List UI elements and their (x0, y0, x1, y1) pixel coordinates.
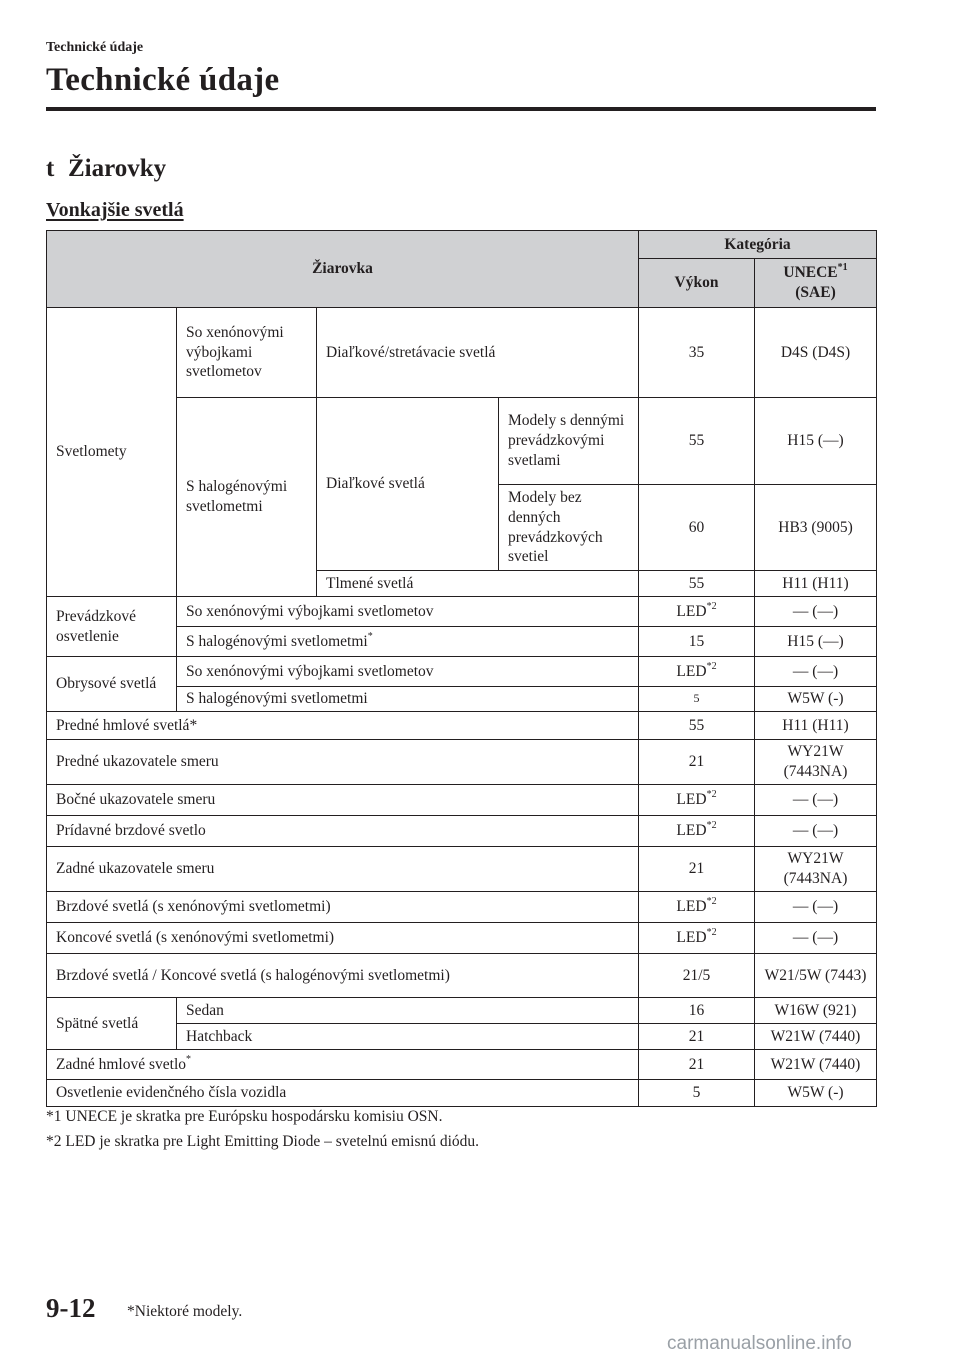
headlights-nodrl-power: 60 (639, 485, 755, 571)
reverse-sedan: Sedan (177, 998, 639, 1024)
headlights-low-power: 55 (639, 571, 755, 597)
headlights-halogen-label: S halogénovými svetlometmi (177, 398, 317, 597)
reverse-sedan-unece: W16W (921) (755, 998, 877, 1024)
rear-fog-unece: W21W (7440) (755, 1050, 877, 1080)
position-label: Obrysové svetlá (47, 657, 177, 712)
row-unece: — (—) (755, 892, 877, 923)
plate-unece: W5W (-) (755, 1080, 877, 1107)
row-power: LED$^{*2}$ (639, 785, 755, 816)
reverse-hatch-power: 21 (639, 1024, 755, 1050)
subsection-heading: Vonkajšie svetlá (46, 199, 184, 221)
row-label: Brzdové svetlá (s xenónovými svetlometmi) (47, 892, 639, 923)
headlights-nodrl-model: Modely bez denných prevádzkových svetiel (499, 485, 639, 571)
drl-halogen-unece: H15 (—) (755, 627, 877, 657)
row-unece: — (—) (755, 923, 877, 954)
headlights-drl-unece: H15 (—) (755, 398, 877, 485)
headlights-halogen-high: Diaľkové svetlá (317, 398, 499, 571)
headlights-xenon-unece: D4S (D4S) (755, 308, 877, 398)
plate-label: Osvetlenie evidenčného čísla vozidla (47, 1080, 639, 1107)
plate-power: 5 (639, 1080, 755, 1107)
headlights-xenon-power: 35 (639, 308, 755, 398)
bulb-table (46, 230, 877, 1107)
headlights-drl-power: 55 (639, 398, 755, 485)
headlights-xenon-type: Diaľkové/stretávacie svetlá (317, 308, 639, 398)
section-heading (46, 155, 166, 183)
row-label: Zadné ukazovatele smeru (47, 847, 639, 892)
headlights-xenon-label: So xenónovými výbojkami svetlometov (177, 308, 317, 398)
row-label: Bočné ukazovatele smeru (47, 785, 639, 816)
rear-fog-power: 21 (639, 1050, 755, 1080)
section-marker: t (46, 155, 55, 182)
row-power: 55 (639, 712, 755, 740)
position-halogen-power: 5 (639, 687, 755, 712)
position-xenon-power: LED$^{*2}$ (639, 657, 755, 687)
row-power: 21 (639, 740, 755, 785)
header-power: Výkon (639, 259, 755, 308)
reverse-hatchback: Hatchback (177, 1024, 639, 1050)
drl-label: Prevádzkové osvetlenie (47, 597, 177, 657)
footnote-led: *2 LED je skratka pre Light Emitting Diode – svetelnú emisnú diódu. (46, 1133, 480, 1150)
row-label: Brzdové svetlá / Koncové svetlá (s halogénovými svetlometmi) (47, 954, 639, 998)
row-power: 21/5 (639, 954, 755, 998)
header-bulb: Žiarovka (47, 231, 639, 308)
position-halogen-unece: W5W (-) (755, 687, 877, 712)
row-unece: WY21W (7443NA) (755, 740, 877, 785)
row-power: LED$^{*2}$ (639, 816, 755, 847)
title-divider (46, 107, 876, 111)
footnote-models: *Niektoré modely. (127, 1303, 243, 1320)
drl-xenon-label: So xenónovými výbojkami svetlometov (177, 597, 639, 627)
breadcrumb: Technické údaje (46, 40, 144, 55)
headlights-drl-model: Modely s dennými prevádzkovými svetlami (499, 398, 639, 485)
reverse-sedan-power: 16 (639, 998, 755, 1024)
row-unece: — (—) (755, 816, 877, 847)
headlights-nodrl-unece: HB3 (9005) (755, 485, 877, 571)
headlights-low: Tlmené svetlá (317, 571, 639, 597)
rear-fog-label: Zadné hmlové svetlo* (47, 1050, 639, 1080)
drl-xenon-unece: — (—) (755, 597, 877, 627)
row-power: 21 (639, 847, 755, 892)
row-unece: W21/5W (7443) (755, 954, 877, 998)
row-unece: — (—) (755, 785, 877, 816)
headlights-low-unece: H11 (H11) (755, 571, 877, 597)
position-halogen-label: S halogénovými svetlometmi (177, 687, 639, 712)
footnote-unece: *1 UNECE je skratka pre Európsku hospodársku komisiu OSN. (46, 1108, 443, 1125)
watermark: carmanualsonline.info (667, 1333, 852, 1354)
header-category: Kategória (639, 231, 877, 259)
row-label: Prídavné brzdové svetlo (47, 816, 639, 847)
row-power: LED$^{*2}$ (639, 923, 755, 954)
reverse-label: Spätné svetlá (47, 998, 177, 1050)
position-xenon-unece: — (—) (755, 657, 877, 687)
drl-halogen-label: S halogénovými svetlometmi* (177, 627, 639, 657)
row-label: Predné ukazovatele smeru (47, 740, 639, 785)
section-title: Žiarovky (68, 155, 167, 182)
header-unece: UNECE$^{*1}$ (SAE) (755, 259, 877, 308)
reverse-hatch-unece: W21W (7440) (755, 1024, 877, 1050)
row-unece: H11 (H11) (755, 712, 877, 740)
row-power: LED$^{*2}$ (639, 892, 755, 923)
drl-xenon-power: LED$^{*2}$ (639, 597, 755, 627)
row-label: Koncové svetlá (s xenónovými svetlometmi) (47, 923, 639, 954)
row-label: Predné hmlové svetlá* (47, 712, 639, 740)
row-unece: WY21W (7443NA) (755, 847, 877, 892)
page-number: 9-12 (46, 1293, 96, 1323)
drl-halogen-power: 15 (639, 627, 755, 657)
position-xenon-label: So xenónovými výbojkami svetlometov (177, 657, 639, 687)
headlights-label: Svetlomety (47, 308, 177, 597)
page-title: Technické údaje (46, 62, 280, 98)
